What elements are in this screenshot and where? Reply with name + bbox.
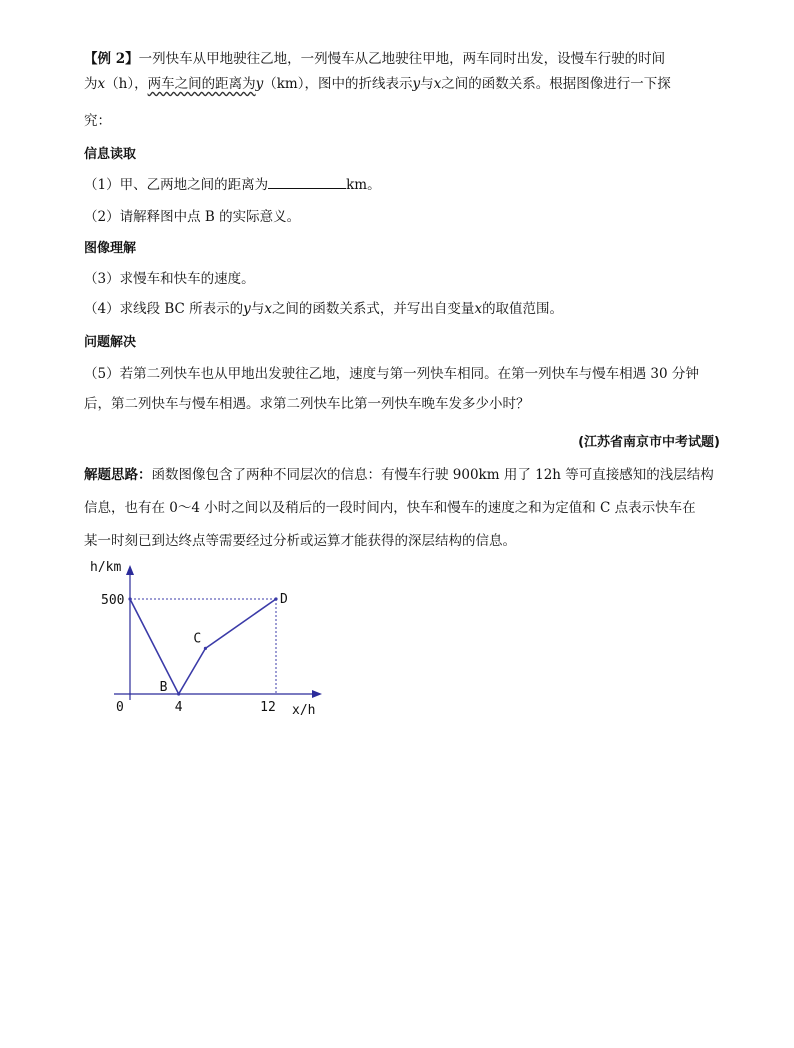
text-frag: （4）求线段 BC 所表示的	[84, 301, 244, 317]
var-x: x	[474, 301, 483, 317]
text-frag: （km），图中的折线表示	[263, 76, 413, 92]
section-heading-solve: 问题解决	[84, 335, 137, 350]
text-frag: （h），	[105, 76, 148, 92]
data-point-0	[128, 597, 131, 600]
answer-blank	[268, 176, 346, 189]
text-frag: 与	[250, 301, 265, 317]
question-5-line-2: 后，第二列快车与慢车相遇。求第二列快车比第一列快车晚车发多少小时？	[84, 396, 530, 412]
idea-line-2: 信息，也有在 0～4 小时之间以及稍后的一段时间内，快车和慢车的速度之和为定值和 C 点表示快车在	[84, 500, 696, 516]
var-y: y	[412, 76, 421, 92]
text-frag: 之间的函数关系式，并写出自变量	[271, 301, 475, 317]
idea-line-1	[84, 466, 714, 484]
example-label: 【例 2】	[84, 51, 139, 67]
idea-label: 解题思路：	[84, 467, 152, 483]
question-1	[84, 176, 381, 194]
text-frag: 与	[420, 76, 434, 92]
section-heading-info: 信息读取	[84, 147, 137, 162]
x-tick-label: 12	[260, 700, 276, 715]
emphasized-text: 两车之间的距离为	[147, 76, 256, 92]
text-frag: 函数图像包含了两种不同层次的信息：有慢车行驶 900km 用了 12h 等可直接感知的浅层结构	[151, 467, 714, 483]
text-frag: 的取值范围。	[482, 301, 564, 317]
y-tick-label: 500	[101, 593, 125, 608]
function-graph	[0, 555, 794, 725]
problem-text-1: 一列快车从甲地驶往乙地，一列慢车从乙地驶往甲地，两车同时出发，设慢车行驶的时间	[138, 51, 666, 67]
point-label-b: B	[159, 680, 168, 695]
problem-line-3: 究：	[84, 113, 111, 129]
series-line	[130, 599, 276, 694]
text-frag: 之间的函数关系。根据图像进行一下探	[441, 76, 671, 92]
question-4	[84, 300, 563, 318]
var-x: x	[97, 76, 106, 92]
x-tick-label: 4	[174, 700, 183, 715]
var-y: y	[243, 301, 251, 317]
x-axis-arrow	[312, 690, 322, 698]
question-3: （3）求慢车和快车的速度。	[84, 271, 255, 287]
idea-line-3: 某一时刻已到达终点等需要经过分析或运算才能获得的深层结构的信息。	[84, 533, 516, 549]
y-axis-arrow	[126, 565, 134, 575]
text-frag: 为	[84, 76, 98, 92]
section-heading-graph: 图像理解	[84, 241, 137, 256]
text-frag: （1）甲、乙两地之间的距离为	[84, 177, 269, 193]
question-2: （2）请解释图中点 B 的实际意义。	[84, 209, 301, 225]
point-label-d: D	[280, 592, 288, 607]
point-label-c: C	[193, 631, 202, 647]
var-y: y	[255, 76, 264, 92]
x-axis-label: x/h	[292, 703, 316, 718]
data-point-1	[177, 692, 180, 695]
data-point-2	[204, 647, 207, 650]
y-axis-label: h/km	[90, 560, 122, 575]
var-x: x	[264, 301, 272, 317]
problem-line-2	[84, 75, 671, 93]
source-note: (江苏省南京市中考试题)	[578, 435, 720, 450]
var-x: x	[433, 76, 442, 92]
data-point-3	[274, 597, 277, 600]
text-frag: km。	[346, 177, 381, 193]
origin-label: 0	[116, 700, 124, 715]
question-5-line-1: （5）若第二列快车也从甲地出发驶往乙地，速度与第一列快车相同。在第一列快车与慢车相遇 30 分钟	[84, 366, 699, 382]
problem-line-1	[84, 50, 665, 68]
